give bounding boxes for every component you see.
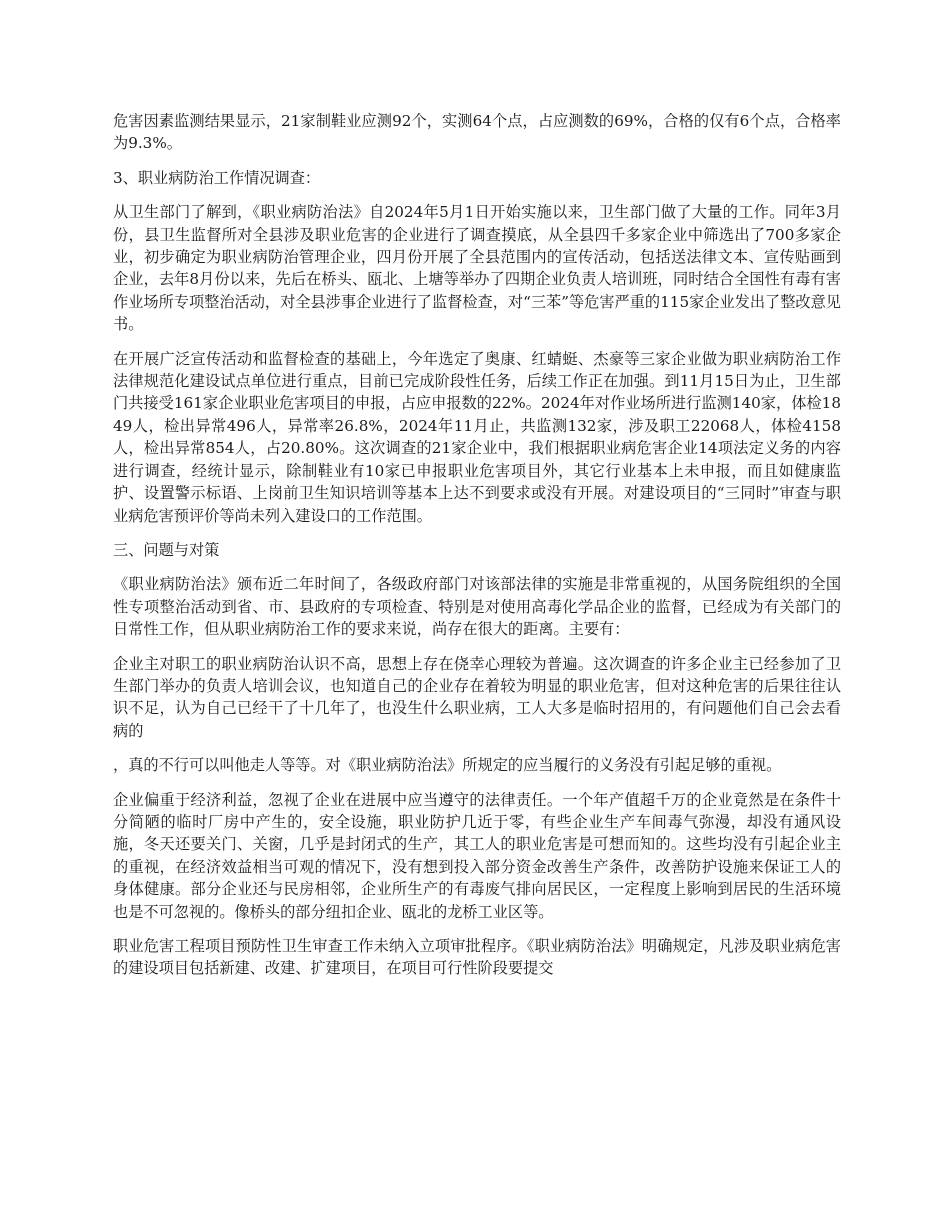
section-heading-problems: 三、问题与对策 <box>113 540 220 559</box>
paragraph-preventive-review: 职业危害工程项目预防性卫生审查工作未纳入立项审批程序。《职业病防治法》明确规定，凡涉及职业病危害的建设项目包括新建、改建、扩建项目，在项目可行性阶段要提交 <box>113 937 841 978</box>
paragraph-monitoring-results: 危害因素监测结果显示，21家制鞋业应测92个，实测64个点，占应测数的69%，合格的仅有6个点，合格率为9.3%。 <box>113 112 841 153</box>
paragraph-law-implementation: 《职业病防治法》颁布近二年时间了，各级政府部门对该部法律的实施是非常重视的，从国务院组织的全国性专项整治活动到省、市、县政府的专项检查、特别是对使用高毒化学品企业的监督，已经成为有关部门的日常性工作，但从职业病防治工作的要求来说，尚存在很大的距离。主要有： <box>113 575 841 639</box>
paragraph-economic-interest: 企业偏重于经济利益，忽视了企业在进展中应当遵守的法律责任。一个年产值超千万的企业竟然是在条件十分简陋的临时厂房中产生的，安全设施，职业防护几近于零，有些企业生产车间毒气弥漫，却没有通风设施，冬天还要关门、关窗，几乎是封闭式的生产，其工人的职业危害是可想而知的。这些均没有引起企业主的重视，在经济效益相当可观的情况下，没有想到投入部分资金改善生产条件，改善防护设施来保证工人的身体健康。部分企业还与民房相邻，企业所生产的有毒废气排向居民区，一定程度上影响到居民的生活环境也是不可忽视的。像桥头的部分纽扣企业、瓯北的龙桥工业区等。 <box>113 790 841 921</box>
paragraph-pilot-and-statistics: 在开展广泛宣传活动和监督检查的基础上，今年选定了奥康、红蜻蜓、杰豪等三家企业做为职业病防治工作法律规范化建设试点单位进行重点，目前已完成阶段性任务，后续工作正在加强。到11月15日为止，卫生部门共接受161家企业职业危害项目的申报，占应申报数的22%。2024年对作业场所进行监测140家，体检1849人，检出异常496人，异常率26.8%，2024年11月止，共监测132家，涉及职工22068人，体检4158人，检出异常854人，占20.80%。这次调查的21家企业中，我们根据职业病危害企业14项法定义务的内容进行调查，经统计显示，除制鞋业有10家已申报职业危害项目外，其它行业基本上未申报，而且如健康监护、设置警示标语、上岗前卫生知识培训等基本上达不到要求或没有开展。对建设项目的“三同时”审查与职业病危害预评价等尚未列入建设口的工作范围。 <box>113 349 841 525</box>
paragraph-employer-awareness-cont: ，真的不行可以叫他走人等等。对《职业病防治法》所规定的应当履行的义务没有引起足够的重视。 <box>113 756 782 775</box>
document-page <box>113 110 841 992</box>
paragraph-employer-awareness: 企业主对职工的职业病防治认识不高，思想上存在侥幸心理较为普遍。这次调查的许多企业主已经参加了卫生部门举办的负责人培训会议，也知道自己的企业存在着较为明显的职业危害，但对这种危害的后果往往认识不足，认为自己已经干了十几年了，也没生什么职业病，工人大多是临时招用的，有问题他们自己会去看病的 <box>113 654 841 740</box>
paragraph-health-department-work: 从卫生部门了解到，《职业病防治法》自2024年5月1日开始实施以来，卫生部门做了大量的工作。同年3月份，县卫生监督所对全县涉及职业危害的企业进行了调查摸底，从全县四千多家企业中筛选出了700多家企业，初步确定为职业病防治管理企业，四月份开展了全县范围内的宣传活动，包括送法律文本、宣传贴画到企业，去年8月份以来，先后在桥头、瓯北、上塘等举办了四期企业负责人培训班，同时结合全国性有毒有害作业场所专项整治活动，对全县涉事企业进行了监督检查，对“三苯”等危害严重的115家企业发出了整改意见书。 <box>113 203 841 334</box>
section-heading-investigation: 3、职业病防治工作情况调查： <box>113 168 321 187</box>
